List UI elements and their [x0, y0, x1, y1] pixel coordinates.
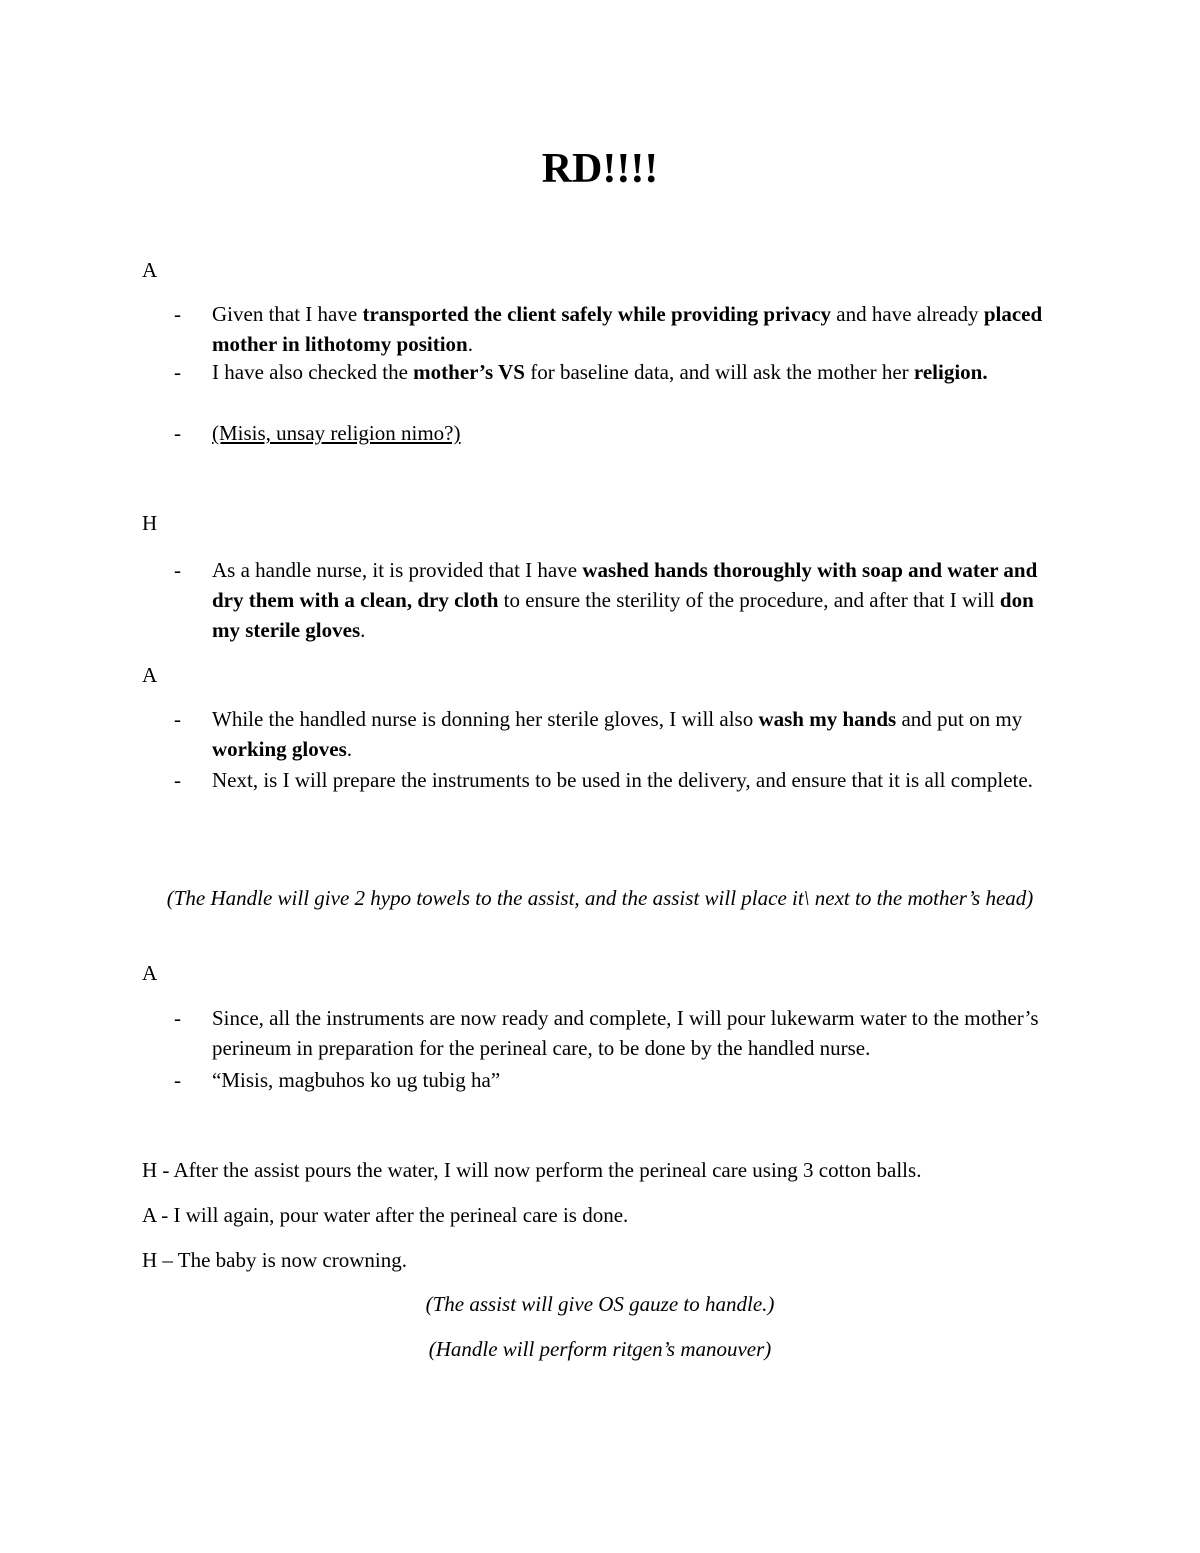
bullet-dash: -	[174, 1006, 181, 1030]
item-text: “Misis, magbuhos ko ug tubig ha”	[212, 1068, 501, 1092]
section-label: A	[142, 961, 158, 985]
document-title: RD!!!!	[541, 146, 659, 192]
bold-phrase: wash my hands	[758, 707, 897, 731]
item-text: Since, all the instruments are now ready and complete, I will pour lukewarm water to the mother’s perineum in preparation for the perineal care, to be done by the handled nurse.	[212, 1006, 1039, 1060]
item-text: As a handle nurse, it is provided that I have washed hands thoroughly with soap and water and dry them with a clean, dry cloth to ensure the sterility of the procedure, and after that I will don my sterile gloves.	[212, 558, 1038, 642]
stage-direction-note: (The Handle will give 2 hypo towels to the assist, and the assist will place it\ next to the mother’s head)	[166, 886, 1034, 910]
stage-direction-note: (The assist will give OS gauze to handle.)	[425, 1292, 775, 1316]
bold-phrase: don my sterile gloves	[212, 588, 1034, 642]
section-label: A	[142, 663, 158, 687]
item-text	[212, 418, 1062, 448]
underlined-phrase: (Misis, unsay religion nimo?)	[212, 421, 461, 445]
item-text: Next, is I will prepare the instruments to be used in the delivery, and ensure that it is all complete.	[212, 768, 1033, 792]
bold-phrase: mother’s VS	[413, 360, 525, 384]
item-text: I have also checked the mother’s VS for baseline data, and will ask the mother her religion.	[212, 360, 988, 384]
section-label: A	[142, 258, 158, 282]
bullet-dash: -	[174, 1068, 181, 1092]
bullet-dash: -	[174, 707, 181, 731]
dialogue-line: H - After the assist pours the water, I will now perform the perineal care using 3 cotton balls.	[142, 1158, 922, 1182]
dialogue-line: H – The baby is now crowning.	[142, 1248, 407, 1272]
section-label: H	[142, 511, 158, 535]
bold-phrase: transported the client safely while providing privacy	[362, 302, 832, 326]
bold-phrase: religion.	[913, 360, 988, 384]
bullet-dash: -	[174, 768, 181, 792]
item-text: Given that I have transported the client safely while providing privacy and have already placed mother in lithotomy position.	[212, 302, 1043, 356]
dialogue-line: A - I will again, pour water after the perineal care is done.	[142, 1203, 629, 1227]
bold-phrase: placed mother in lithotomy position	[212, 302, 1043, 356]
bold-phrase: washed hands thoroughly with soap and water and dry them with a clean, dry cloth	[212, 558, 1038, 612]
bold-phrase: working gloves	[212, 737, 347, 761]
stage-direction-note: (Handle will perform ritgen’s manouver)	[428, 1337, 772, 1361]
bullet-dash: -	[174, 360, 181, 384]
bullet-dash: -	[174, 558, 181, 582]
bullet-dash: -	[174, 421, 181, 445]
item-text: While the handled nurse is donning her sterile gloves, I will also wash my hands and put on my working gloves.	[212, 707, 1023, 761]
bullet-dash: -	[174, 302, 181, 326]
